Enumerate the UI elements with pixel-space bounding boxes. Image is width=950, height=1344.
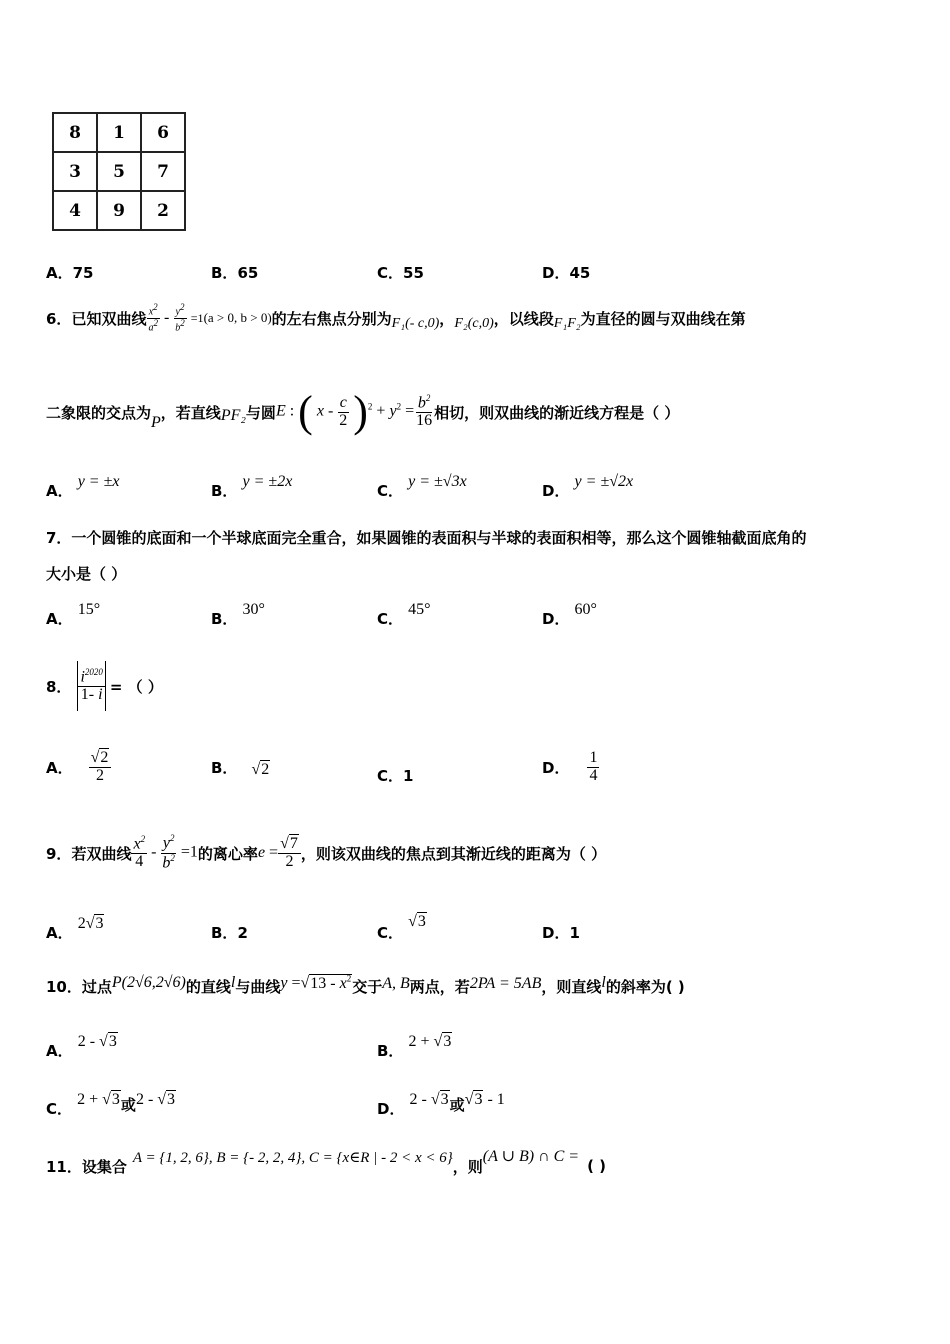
q8-stem: 8． $\frac{i^{2020}}{1- i}$ = （ ） — [46, 656, 163, 716]
q5-option-b: B．65 — [211, 264, 259, 282]
magic-square-grid — [52, 112, 186, 231]
q6-stem-line1: 6． 已知双曲线 $\frac{x^2}{a^2}$ - $\frac{y^2}{b^2}$ =1(a > 0, b > 0) 的左右焦点分别为 F₁(- c,0) ， F₂(c,0) ，以线段 F₁F₂ 为直径的圆与双曲线在第 — [46, 301, 746, 333]
q9-option-c: C． √3 — [377, 913, 426, 942]
q6-option-a: A． y = ±x — [46, 473, 120, 500]
q9-option-b: B．2 — [211, 924, 248, 942]
q10-option-a: A． 2 - √3 — [46, 1033, 117, 1060]
grid-row — [53, 191, 185, 230]
q8-option-a: A． $\frac{√2}{2}$ — [46, 742, 111, 792]
q8-expression: $\frac{i^{2020}}{1- i}$ — [77, 661, 105, 711]
q6-hyperbola-equation: $\frac{x^2}{a^2}$ - $\frac{y^2}{b^2}$ =1(a > 0, b > 0) — [148, 301, 272, 333]
q10-option-b: B． 2 + √3 — [377, 1033, 452, 1060]
grid-cell: 4 — [53, 191, 97, 230]
q7-option-c: C． 45° — [377, 601, 431, 628]
grid-cell: 3 — [53, 152, 97, 191]
q6-stem-line2: 二象限的交点为 P ，若直线 PF₂ 与圆 E : ( x - $\frac{c}{2}$ )$^2 + y^2$ = $\frac{b^2}{16}$ 相切，则双曲线的渐近线方程是（ ） — [46, 387, 680, 436]
q9-option-d: D．1 — [542, 924, 580, 942]
grid-cell: 9 — [97, 191, 141, 230]
q9-hyperbola-equation: $\frac{x^2}{4}$ - $\frac{y^2}{b^2}$ =1 — [133, 833, 198, 871]
q9-option-a: A． 2√3 — [46, 915, 104, 942]
q8-option-c: C．1 — [377, 767, 414, 785]
q6-option-d: D． y = ±√2x — [542, 473, 634, 500]
q5-option-d: D．45 — [542, 264, 591, 282]
q11-stem: 11．设集合 A = {1, 2, 6}, B = {- 2, 2, 4}, C = {x∈R | - 2 < x < 6} ，则 (A ∪ B) ∩ C = ( ) — [46, 1148, 607, 1176]
q5-option-a: A．75 — [46, 264, 94, 282]
q10-stem: 10． 过点 P(2√6,2√6) 的直线 l 与曲线 $y =√13 - x^2$ 交于 A, B 两点，若 2PA = 5AB ，则直线 l 的斜率为( ) — [46, 973, 685, 996]
q7-option-b: B． 30° — [211, 601, 265, 628]
q6-option-b: B． y = ±2x — [211, 473, 293, 500]
grid-cell: 6 — [141, 113, 185, 152]
q8-option-b: B． √2 — [211, 758, 270, 778]
q7-stem-line2: 大小是（ ） — [46, 565, 127, 583]
grid-row — [53, 113, 185, 152]
q9-eccentricity: e = $\frac{√7}{2}$ — [258, 836, 301, 871]
q9-stem: 9． 若双曲线 $\frac{x^2}{4}$ - $\frac{y^2}{b^2}$ =1 的离心率 e = $\frac{√7}{2}$ ，则该双曲线的焦点到其渐近线的距离为（ ） — [46, 833, 607, 871]
grid-cell: 8 — [53, 113, 97, 152]
q6-circle-equation: E : ( x - $\frac{c}{2}$ )$^2 + y^2$ = $\frac{b^2}{16}$ — [275, 387, 433, 436]
q7-stem-line1: 7．一个圆锥的底面和一个半球底面完全重合，如果圆锥的表面积与半球的表面积相等，那么这个圆锥轴截面底角的 — [46, 529, 807, 547]
q7-option-a: A． 15° — [46, 601, 101, 628]
grid-row — [53, 152, 185, 191]
grid-cell: 7 — [141, 152, 185, 191]
grid-cell: 5 — [97, 152, 141, 191]
q10-option-d: D． 2 - √3或√3 - 1 — [377, 1091, 505, 1118]
grid-cell: 1 — [97, 113, 141, 152]
grid-cell: 2 — [141, 191, 185, 230]
q7-option-d: D． 60° — [542, 601, 597, 628]
q5-option-c: C．55 — [377, 264, 424, 282]
q6-option-c: C． y = ±√3x — [377, 473, 467, 500]
q8-option-d: D． $\frac{1}{4}$ — [542, 748, 598, 784]
q10-option-c: C． 2 + √3或2 - √3 — [46, 1091, 176, 1118]
q10-curve: $y =√13 - x^2$ — [280, 973, 352, 992]
